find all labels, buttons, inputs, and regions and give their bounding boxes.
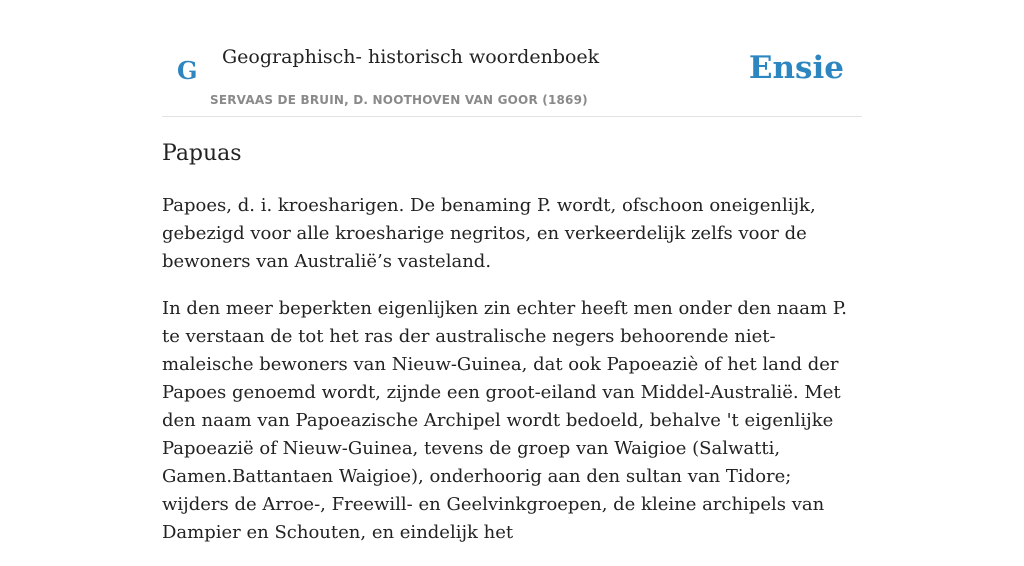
article-title: Papuas xyxy=(162,141,242,166)
article-paragraph: In den meer beperkten eigenlijken zin echter heeft men onder den naam P. te verstaan de tot het ras der australische negers behoorende niet-maleische bewoners van Nieuw-Guinea, dat ook Papoeaziè of het land der Papoes genoemd wordt, zijnde een groot-eiland van Middel-Australië. Met den naam van Papoeazische Archipel wordt bedoeld, behalve 't eigenlijke Papoeazië of Nieuw-Guinea, tevens de groep van Waigioe (Salwatti, Gamen.Battantaen Waigioe), onderhoorig aan den sultan van Tidore; wijders de Arroe-, Freewill- en Geelvinkgroepen, de kleine archipels van Dampier en Schouten, en eindelijk het xyxy=(162,298,847,543)
page-header xyxy=(162,0,862,117)
book-initial-icon[interactable]: G xyxy=(177,56,198,85)
book-title-link[interactable]: Geographisch- historisch woordenboek xyxy=(222,46,600,68)
book-authors-year: SERVAAS DE BRUIN, D. NOOTHOVEN VAN GOOR (1869) xyxy=(210,93,588,107)
ensie-logo[interactable]: Ensie xyxy=(748,50,844,86)
article-paragraph: Papoes, d. i. kroesharigen. De benaming P. wordt, ofschoon oneigenlijk, gebezigd voor alle kroesharige negritos, en verkeerdelijk zelfs voor de bewoners van Australië’s vasteland. xyxy=(162,195,816,272)
article xyxy=(162,138,862,566)
